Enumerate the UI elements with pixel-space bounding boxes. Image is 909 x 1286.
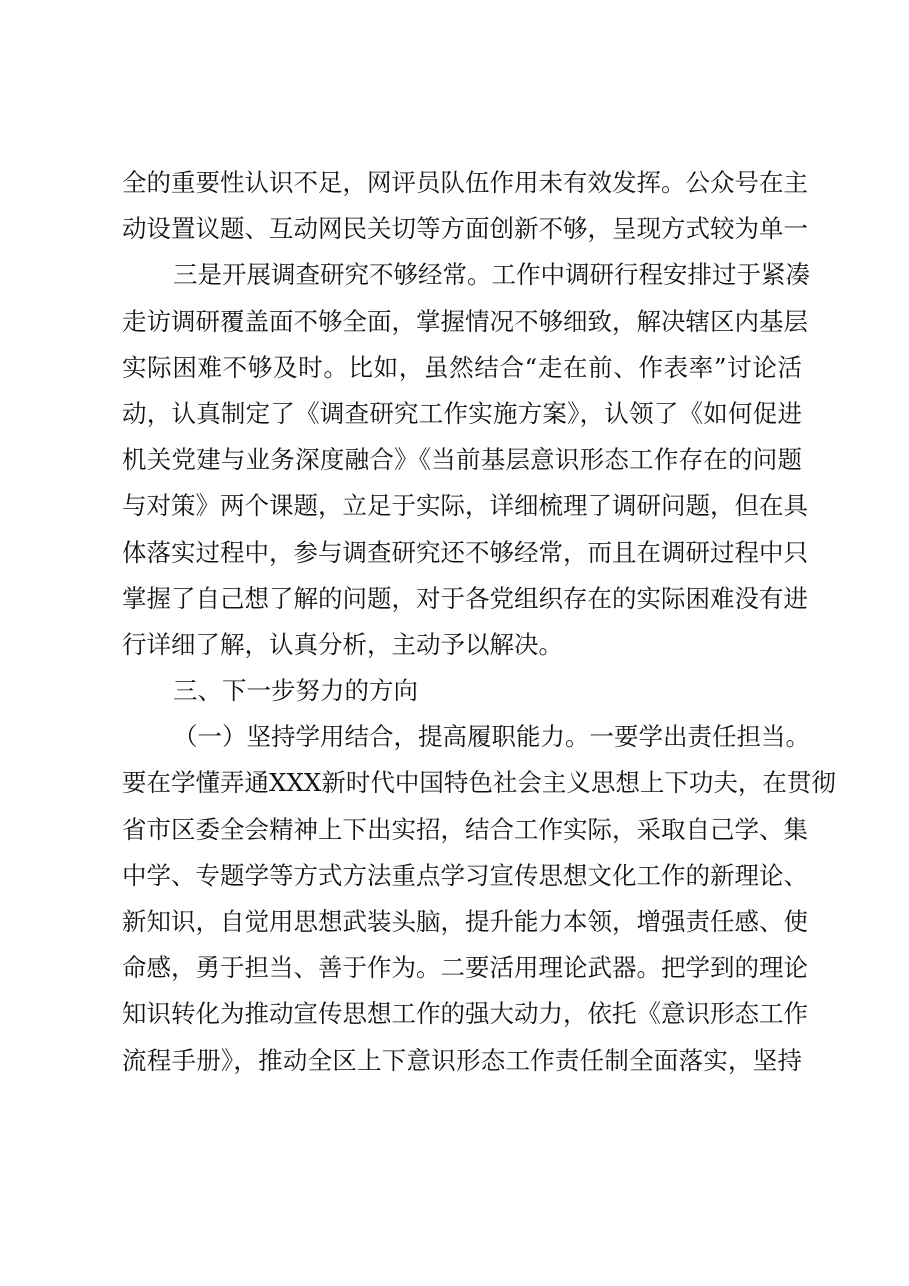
text-line: 要在学懂弄通XXX新时代中国特色社会主义思想上下功夫，在贯彻 [122,768,836,798]
document-body [122,160,836,1084]
text-line: 三是开展调查研究不够经常。工作中调研行程安排过于紧凑 [173,260,810,290]
text-line: 三、下一步努力的方向 [173,676,418,706]
text-line: 走访调研覆盖面不够全面，掌握情况不够细致，解决辖区内基层 [122,306,808,336]
text-line: 全的重要性认识不足，网评员队伍作用未有效发挥。公众号在主 [122,168,808,197]
text-line: 动，认真制定了《调查研究工作实施方案》，认领了《如何促进 [122,398,802,428]
text-line: 掌握了自己想了解的问题，对于各党组织存在的实际困难没有进 [122,583,808,613]
text-line: 知识转化为推动宣传思想工作的强大动力，依托《意识形态工作 [122,999,808,1029]
text-line: （一）坚持学用结合，提高履职能力。一要学出责任担当。 [173,722,810,752]
text-line: 省市区委全会精神上下出实招，结合工作实际，采取自己学、集 [122,814,808,844]
text-line: 新知识，自觉用思想武装头脑，提升能力本领，增强责任感、使 [122,907,808,936]
text-line: 中学、专题学等方式方法重点学习宣传思想文化工作的新理论、 [122,860,808,890]
text-line: 机关党建与业务深度融合》《当前基层意识形态工作存在的问题 [122,445,802,475]
text-line: 体落实过程中，参与调查研究还不够经常，而且在调研过程中只 [122,537,808,567]
text-line: 与对策》两个课题，立足于实际，详细梳理了调研问题，但在具 [122,491,808,521]
text-line: 命感，勇于担当、善于作为。二要活用理论武器。把学到的理论 [122,953,808,983]
text-line: 流程手册》，推动全区上下意识形态工作责任制全面落实，坚持 [122,1045,802,1075]
text-line: 实际困难不够及时。比如，虽然结合“走在前、作表率”讨论活 [122,352,802,382]
text-line: 动设置议题、互动网民关切等方面创新不够，呈现方式较为单一 [122,214,808,244]
text-line: 行详细了解，认真分析，主动予以解决。 [122,629,563,659]
